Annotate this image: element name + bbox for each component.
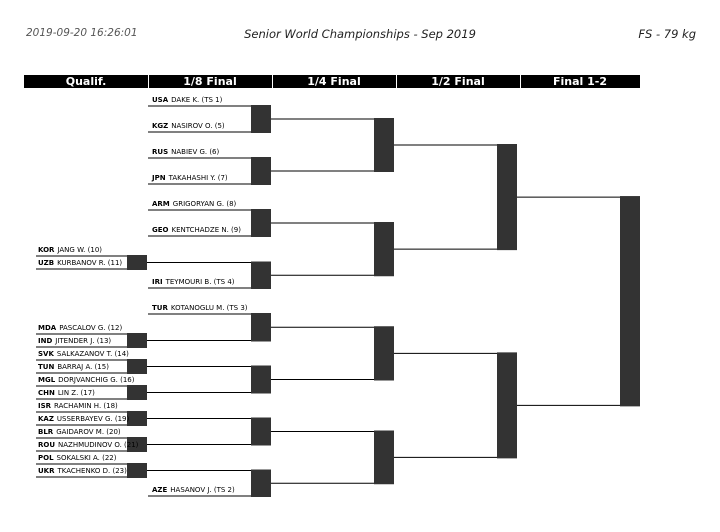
wrestler-entry bbox=[38, 389, 95, 398]
wrestler-name: TAKAHASHI Y. (7) bbox=[168, 174, 228, 182]
country-code: TUN bbox=[38, 363, 55, 371]
round-1-8-final-label: 1/8 Final bbox=[183, 75, 237, 88]
match-box bbox=[127, 255, 147, 270]
wrestler-name: HASANOV J. (TS 2) bbox=[170, 486, 235, 494]
match-box bbox=[374, 118, 394, 172]
wrestler-entry bbox=[152, 174, 228, 183]
country-code: CHN bbox=[38, 389, 55, 397]
wrestler-name: RACHAMIN H. (18) bbox=[54, 402, 118, 410]
wrestler-name: TEYMOURI B. (TS 4) bbox=[165, 278, 235, 286]
country-code: ARM bbox=[152, 200, 170, 208]
wrestler-entry bbox=[38, 441, 138, 450]
match-box bbox=[251, 157, 271, 185]
country-code: UZB bbox=[38, 259, 55, 267]
wrestler-entry bbox=[152, 200, 236, 209]
match-box bbox=[251, 313, 271, 342]
country-code: POL bbox=[38, 454, 54, 462]
wrestler-name: LIN Z. (17) bbox=[57, 389, 95, 397]
wrestler-name: TKACHENKO D. (23) bbox=[57, 467, 127, 475]
wrestler-name: PASCALOV G. (12) bbox=[59, 324, 123, 332]
match-box bbox=[251, 262, 271, 290]
wrestler-entry bbox=[38, 324, 122, 333]
round-1-2-final-label: 1/2 Final bbox=[431, 75, 485, 88]
wrestler-name: SOKALSKI A. (22) bbox=[56, 454, 117, 462]
wrestler-name: JITENDER J. (13) bbox=[55, 337, 112, 345]
wrestler-entry bbox=[152, 122, 225, 131]
match-box bbox=[497, 352, 517, 458]
match-box bbox=[620, 196, 640, 406]
country-code: TUR bbox=[152, 304, 168, 312]
wrestler-name: KOTANOGLU M. (TS 3) bbox=[170, 304, 248, 312]
country-code: IND bbox=[38, 337, 53, 345]
match-box bbox=[374, 222, 394, 276]
match-box bbox=[374, 431, 394, 485]
wrestler-entry bbox=[152, 486, 235, 495]
country-code: GEO bbox=[152, 226, 169, 234]
wrestler-entry bbox=[38, 259, 122, 268]
country-code: KOR bbox=[38, 246, 55, 254]
wrestler-name: JANG W. (10) bbox=[57, 246, 103, 254]
event-title: Senior World Championships - Sep 2019 bbox=[244, 27, 476, 41]
wrestler-entry bbox=[38, 428, 121, 437]
wrestler-entry bbox=[38, 467, 127, 476]
match-box bbox=[127, 333, 147, 348]
weight-category: FS - 79 kg bbox=[638, 27, 696, 41]
country-code: KGZ bbox=[152, 122, 169, 130]
match-box bbox=[127, 385, 147, 400]
match-box bbox=[127, 411, 147, 426]
wrestler-entry bbox=[152, 96, 222, 105]
wrestler-name: SALKAZANOV T. (14) bbox=[56, 350, 129, 358]
round-qualification-label: Qualif. bbox=[65, 75, 107, 88]
wrestler-entry bbox=[38, 246, 102, 255]
country-code: IRI bbox=[152, 278, 163, 286]
match-box bbox=[251, 209, 271, 237]
country-code: MGL bbox=[38, 376, 56, 384]
wrestler-name: GAIDAROV M. (20) bbox=[56, 428, 121, 436]
country-code: RUS bbox=[152, 148, 169, 156]
round-final-label: Final 1-2 bbox=[552, 75, 607, 88]
match-box bbox=[251, 366, 271, 394]
country-code: SVK bbox=[38, 350, 54, 358]
wrestler-name: NABIEV G. (6) bbox=[171, 148, 220, 156]
match-box bbox=[127, 463, 147, 478]
wrestler-entry bbox=[38, 415, 129, 424]
wrestler-entry bbox=[38, 363, 109, 372]
country-code: BLR bbox=[38, 428, 54, 436]
match-box bbox=[497, 144, 517, 250]
wrestler-name: KENTCHADZE N. (9) bbox=[171, 226, 241, 234]
match-box bbox=[127, 359, 147, 374]
match-box bbox=[374, 326, 394, 380]
wrestler-name: KURBANOV R. (11) bbox=[57, 259, 123, 267]
country-code: KAZ bbox=[38, 415, 54, 423]
wrestler-name: GRIGORYAN G. (8) bbox=[172, 200, 237, 208]
match-box bbox=[251, 105, 271, 133]
wrestler-entry bbox=[38, 402, 118, 411]
country-code: ISR bbox=[38, 402, 52, 410]
wrestler-entry bbox=[38, 454, 116, 463]
country-code: USA bbox=[152, 96, 169, 104]
country-code: ROU bbox=[38, 441, 56, 449]
wrestler-name: USSERBAYEV G. (19) bbox=[56, 415, 130, 423]
country-code: AZE bbox=[152, 486, 168, 494]
wrestler-entry bbox=[152, 226, 241, 235]
wrestler-entry bbox=[152, 304, 248, 313]
country-code: UKR bbox=[38, 467, 55, 475]
match-box bbox=[251, 418, 271, 446]
country-code: JPN bbox=[152, 174, 166, 182]
wrestler-entry bbox=[152, 148, 219, 157]
wrestler-entry bbox=[38, 350, 129, 359]
print-timestamp: 2019-09-20 16:26:01 bbox=[26, 27, 138, 39]
round-1-4-final-label: 1/4 Final bbox=[307, 75, 361, 88]
wrestler-name: DAKE K. (TS 1) bbox=[171, 96, 223, 104]
wrestler-entry bbox=[152, 278, 235, 287]
match-box bbox=[251, 470, 271, 498]
wrestler-name: NAZHMUDINOV O. (21) bbox=[58, 441, 139, 449]
wrestler-name: NASIROV O. (5) bbox=[171, 122, 225, 130]
wrestler-entry bbox=[38, 376, 134, 385]
country-code: MDA bbox=[38, 324, 57, 332]
wrestler-name: BARRAJ A. (15) bbox=[57, 363, 109, 371]
wrestler-name: DORJVANCHIG G. (16) bbox=[58, 376, 135, 384]
wrestler-entry bbox=[38, 337, 111, 346]
